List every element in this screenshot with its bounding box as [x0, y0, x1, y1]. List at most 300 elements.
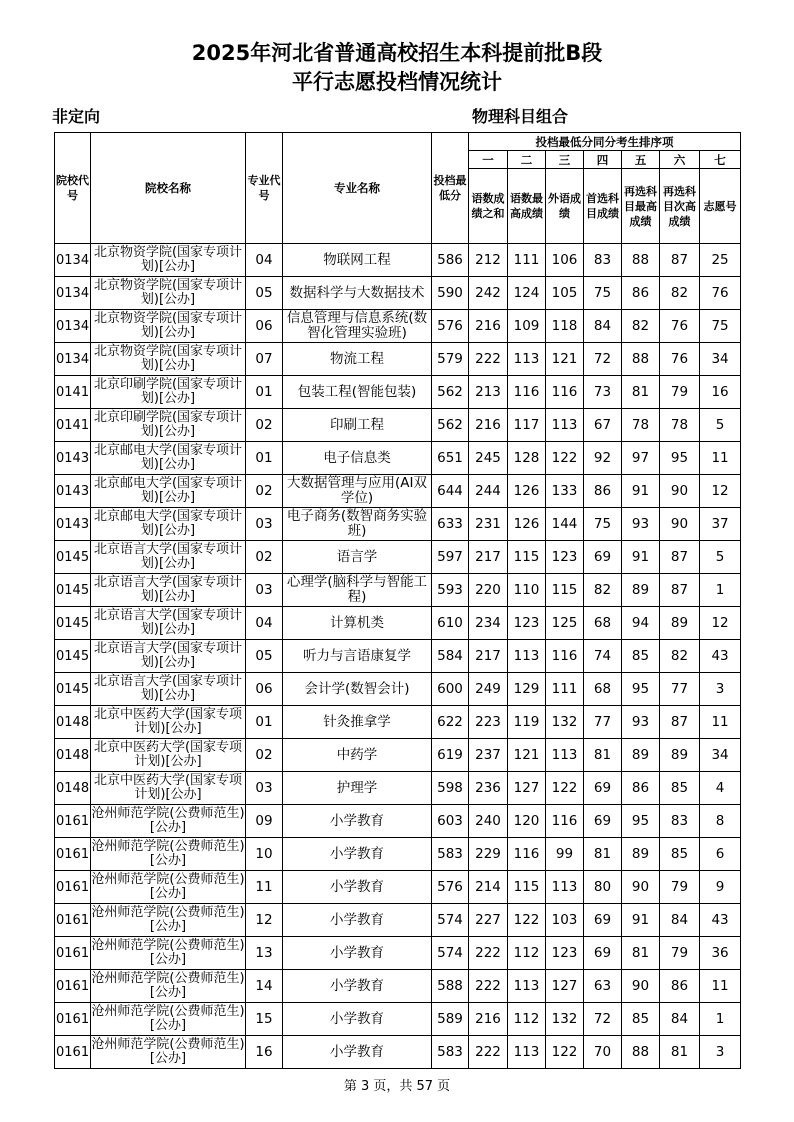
cell-preference-no: 37 [700, 508, 741, 541]
cell-first-subject: 67 [584, 409, 622, 442]
cell-min-score: 619 [432, 739, 469, 772]
cell-major-code: 06 [246, 310, 283, 343]
cell-max-chinese-math: 117 [508, 409, 546, 442]
cell-elective-max: 90 [622, 871, 660, 904]
table-row [55, 937, 741, 970]
admission-table [54, 132, 741, 1069]
cell-max-chinese-math: 122 [508, 904, 546, 937]
table-row [55, 508, 741, 541]
cell-sum-chinese-math: 242 [469, 277, 508, 310]
cell-sum-chinese-math: 234 [469, 607, 508, 640]
cell-major-code: 02 [246, 475, 283, 508]
cell-first-subject: 86 [584, 475, 622, 508]
cell-min-score: 589 [432, 1003, 469, 1036]
cell-major-code: 01 [246, 376, 283, 409]
cell-elective-max: 85 [622, 640, 660, 673]
cell-college-name: 北京印刷学院(国家专项计划)[公办] [91, 409, 246, 442]
cell-first-subject: 77 [584, 706, 622, 739]
cell-major-code: 15 [246, 1003, 283, 1036]
cell-elective-max: 88 [622, 343, 660, 376]
cell-min-score: 586 [432, 244, 469, 277]
cell-foreign-language: 122 [546, 1036, 584, 1069]
cell-max-chinese-math: 113 [508, 1036, 546, 1069]
table-row [55, 1003, 741, 1036]
cell-major-name: 听力与言语康复学 [283, 640, 432, 673]
cell-elective-second: 95 [660, 442, 700, 475]
cell-elective-max: 95 [622, 673, 660, 706]
cell-college-name: 北京邮电大学(国家专项计划)[公办] [91, 442, 246, 475]
cell-max-chinese-math: 126 [508, 508, 546, 541]
cell-first-subject: 75 [584, 277, 622, 310]
cell-min-score: 597 [432, 541, 469, 574]
cell-sum-chinese-math: 222 [469, 343, 508, 376]
cell-min-score: 603 [432, 805, 469, 838]
cell-min-score: 598 [432, 772, 469, 805]
cell-elective-max: 82 [622, 310, 660, 343]
header-tiebreak-num: 七 [700, 151, 741, 169]
cell-elective-max: 85 [622, 1003, 660, 1036]
cell-first-subject: 80 [584, 871, 622, 904]
cell-college-code: 0134 [55, 343, 91, 376]
cell-first-subject: 70 [584, 1036, 622, 1069]
header-tiebreak-num: 六 [660, 151, 700, 169]
cell-max-chinese-math: 119 [508, 706, 546, 739]
cell-foreign-language: 144 [546, 508, 584, 541]
cell-sum-chinese-math: 220 [469, 574, 508, 607]
cell-college-name: 北京物资学院(国家专项计划)[公办] [91, 277, 246, 310]
cell-sum-chinese-math: 214 [469, 871, 508, 904]
cell-elective-second: 84 [660, 904, 700, 937]
table-row [55, 541, 741, 574]
cell-major-name: 印刷工程 [283, 409, 432, 442]
cell-college-code: 0161 [55, 904, 91, 937]
cell-major-name: 数据科学与大数据技术 [283, 277, 432, 310]
table-row [55, 244, 741, 277]
table-row [55, 277, 741, 310]
cell-foreign-language: 132 [546, 706, 584, 739]
cell-foreign-language: 116 [546, 805, 584, 838]
cell-college-code: 0141 [55, 409, 91, 442]
cell-max-chinese-math: 120 [508, 805, 546, 838]
cell-first-subject: 63 [584, 970, 622, 1003]
cell-major-name: 小学教育 [283, 937, 432, 970]
cell-max-chinese-math: 112 [508, 1003, 546, 1036]
cell-max-chinese-math: 111 [508, 244, 546, 277]
cell-college-name: 沧州师范学院(公费师范生)[公办] [91, 1003, 246, 1036]
cell-major-name: 小学教育 [283, 805, 432, 838]
cell-min-score: 622 [432, 706, 469, 739]
cell-college-name: 北京邮电大学(国家专项计划)[公办] [91, 475, 246, 508]
header-tiebreak-col: 外语成绩 [546, 169, 584, 244]
cell-first-subject: 69 [584, 937, 622, 970]
cell-college-code: 0148 [55, 739, 91, 772]
cell-college-name: 沧州师范学院(公费师范生)[公办] [91, 805, 246, 838]
cell-foreign-language: 133 [546, 475, 584, 508]
cell-sum-chinese-math: 240 [469, 805, 508, 838]
table-row [55, 838, 741, 871]
cell-sum-chinese-math: 245 [469, 442, 508, 475]
cell-college-name: 沧州师范学院(公费师范生)[公办] [91, 838, 246, 871]
header-college-name: 院校名称 [91, 133, 246, 244]
cell-major-name: 计算机类 [283, 607, 432, 640]
cell-min-score: 590 [432, 277, 469, 310]
cell-preference-no: 1 [700, 1003, 741, 1036]
cell-elective-max: 86 [622, 277, 660, 310]
cell-elective-second: 89 [660, 739, 700, 772]
table-row [55, 673, 741, 706]
cell-first-subject: 69 [584, 541, 622, 574]
cell-elective-max: 95 [622, 805, 660, 838]
cell-major-code: 02 [246, 739, 283, 772]
cell-major-name: 小学教育 [283, 904, 432, 937]
cell-major-name: 小学教育 [283, 871, 432, 904]
cell-major-name: 中药学 [283, 739, 432, 772]
cell-major-code: 04 [246, 244, 283, 277]
cell-sum-chinese-math: 216 [469, 409, 508, 442]
table-row [55, 442, 741, 475]
cell-max-chinese-math: 128 [508, 442, 546, 475]
cell-elective-second: 76 [660, 343, 700, 376]
table-row [55, 640, 741, 673]
cell-major-code: 14 [246, 970, 283, 1003]
cell-min-score: 593 [432, 574, 469, 607]
cell-elective-max: 81 [622, 937, 660, 970]
cell-college-code: 0161 [55, 871, 91, 904]
cell-sum-chinese-math: 237 [469, 739, 508, 772]
cell-foreign-language: 116 [546, 640, 584, 673]
cell-foreign-language: 127 [546, 970, 584, 1003]
cell-preference-no: 12 [700, 475, 741, 508]
cell-foreign-language: 116 [546, 376, 584, 409]
cell-elective-max: 81 [622, 376, 660, 409]
cell-sum-chinese-math: 217 [469, 541, 508, 574]
cell-college-name: 北京印刷学院(国家专项计划)[公办] [91, 376, 246, 409]
cell-major-name: 小学教育 [283, 1003, 432, 1036]
cell-elective-second: 87 [660, 244, 700, 277]
header-tiebreak-col: 语数最高成绩 [508, 169, 546, 244]
cell-first-subject: 81 [584, 739, 622, 772]
header-tiebreak-num: 一 [469, 151, 508, 169]
cell-preference-no: 43 [700, 904, 741, 937]
cell-max-chinese-math: 113 [508, 343, 546, 376]
cell-max-chinese-math: 116 [508, 376, 546, 409]
cell-major-name: 针灸推拿学 [283, 706, 432, 739]
page-title-line1: 2025年河北省普通高校招生本科提前批B段 [191, 41, 603, 65]
cell-foreign-language: 113 [546, 409, 584, 442]
cell-preference-no: 5 [700, 541, 741, 574]
table-row [55, 574, 741, 607]
cell-elective-second: 83 [660, 805, 700, 838]
cell-foreign-language: 123 [546, 541, 584, 574]
cell-elective-second: 87 [660, 706, 700, 739]
cell-sum-chinese-math: 231 [469, 508, 508, 541]
cell-college-name: 沧州师范学院(公费师范生)[公办] [91, 871, 246, 904]
cell-elective-second: 86 [660, 970, 700, 1003]
header-tiebreak-col: 再选科目次高成绩 [660, 169, 700, 244]
cell-elective-second: 79 [660, 871, 700, 904]
cell-foreign-language: 113 [546, 871, 584, 904]
cell-college-name: 北京语言大学(国家专项计划)[公办] [91, 640, 246, 673]
cell-major-name: 大数据管理与应用(AI双学位) [283, 475, 432, 508]
cell-max-chinese-math: 126 [508, 475, 546, 508]
cell-preference-no: 11 [700, 706, 741, 739]
cell-major-code: 16 [246, 1036, 283, 1069]
table-row [55, 805, 741, 838]
cell-sum-chinese-math: 244 [469, 475, 508, 508]
cell-major-code: 03 [246, 772, 283, 805]
cell-sum-chinese-math: 229 [469, 838, 508, 871]
table-row [55, 739, 741, 772]
cell-first-subject: 75 [584, 508, 622, 541]
cell-elective-second: 87 [660, 541, 700, 574]
cell-foreign-language: 132 [546, 1003, 584, 1036]
table-row [55, 376, 741, 409]
cell-max-chinese-math: 112 [508, 937, 546, 970]
cell-college-name: 北京物资学院(国家专项计划)[公办] [91, 244, 246, 277]
cell-elective-second: 85 [660, 772, 700, 805]
cell-min-score: 588 [432, 970, 469, 1003]
cell-elective-max: 91 [622, 541, 660, 574]
cell-college-code: 0145 [55, 640, 91, 673]
table-row [55, 475, 741, 508]
cell-college-code: 0141 [55, 376, 91, 409]
table-row [55, 409, 741, 442]
cell-preference-no: 3 [700, 673, 741, 706]
cell-college-code: 0161 [55, 937, 91, 970]
cell-college-code: 0148 [55, 706, 91, 739]
header-major-code: 专业代号 [246, 133, 283, 244]
page-footer: 第 3 页，共 57 页 [343, 1079, 451, 1094]
table-row [55, 1036, 741, 1069]
cell-preference-no: 12 [700, 607, 741, 640]
cell-elective-second: 79 [660, 376, 700, 409]
cell-elective-max: 90 [622, 970, 660, 1003]
cell-college-name: 沧州师范学院(公费师范生)[公办] [91, 937, 246, 970]
cell-max-chinese-math: 116 [508, 838, 546, 871]
cell-sum-chinese-math: 222 [469, 970, 508, 1003]
cell-min-score: 576 [432, 310, 469, 343]
cell-college-code: 0161 [55, 805, 91, 838]
cell-college-name: 北京中医药大学(国家专项计划)[公办] [91, 706, 246, 739]
cell-max-chinese-math: 109 [508, 310, 546, 343]
cell-elective-second: 82 [660, 277, 700, 310]
cell-max-chinese-math: 129 [508, 673, 546, 706]
cell-foreign-language: 113 [546, 739, 584, 772]
header-tiebreak-num: 五 [622, 151, 660, 169]
cell-preference-no: 25 [700, 244, 741, 277]
cell-major-code: 01 [246, 706, 283, 739]
cell-min-score: 583 [432, 838, 469, 871]
cell-preference-no: 6 [700, 838, 741, 871]
cell-min-score: 584 [432, 640, 469, 673]
cell-min-score: 574 [432, 904, 469, 937]
cell-max-chinese-math: 113 [508, 640, 546, 673]
cell-elective-max: 88 [622, 244, 660, 277]
cell-preference-no: 9 [700, 871, 741, 904]
cell-major-name: 小学教育 [283, 838, 432, 871]
cell-first-subject: 92 [584, 442, 622, 475]
header-tiebreak-col: 再选科目最高成绩 [622, 169, 660, 244]
cell-preference-no: 36 [700, 937, 741, 970]
cell-max-chinese-math: 121 [508, 739, 546, 772]
cell-min-score: 633 [432, 508, 469, 541]
table-row [55, 772, 741, 805]
cell-foreign-language: 115 [546, 574, 584, 607]
cell-preference-no: 5 [700, 409, 741, 442]
subtitle-category: 非定向 [52, 107, 101, 126]
cell-major-code: 12 [246, 904, 283, 937]
cell-first-subject: 69 [584, 772, 622, 805]
cell-elective-max: 89 [622, 838, 660, 871]
cell-college-code: 0143 [55, 442, 91, 475]
cell-major-code: 13 [246, 937, 283, 970]
header-tiebreak-col: 首选科目成绩 [584, 169, 622, 244]
cell-college-code: 0145 [55, 541, 91, 574]
cell-preference-no: 34 [700, 343, 741, 376]
cell-college-code: 0161 [55, 970, 91, 1003]
cell-sum-chinese-math: 213 [469, 376, 508, 409]
cell-first-subject: 69 [584, 904, 622, 937]
cell-major-code: 11 [246, 871, 283, 904]
cell-college-name: 北京物资学院(国家专项计划)[公办] [91, 310, 246, 343]
cell-sum-chinese-math: 217 [469, 640, 508, 673]
cell-major-name: 护理学 [283, 772, 432, 805]
cell-preference-no: 1 [700, 574, 741, 607]
cell-elective-second: 90 [660, 508, 700, 541]
cell-preference-no: 75 [700, 310, 741, 343]
cell-college-code: 0145 [55, 673, 91, 706]
cell-college-name: 北京中医药大学(国家专项计划)[公办] [91, 739, 246, 772]
cell-major-name: 语言学 [283, 541, 432, 574]
cell-major-name: 电子商务(数智商务实验班) [283, 508, 432, 541]
cell-college-code: 0134 [55, 277, 91, 310]
cell-college-code: 0148 [55, 772, 91, 805]
cell-foreign-language: 99 [546, 838, 584, 871]
cell-major-code: 03 [246, 574, 283, 607]
cell-foreign-language: 121 [546, 343, 584, 376]
cell-min-score: 574 [432, 937, 469, 970]
cell-college-code: 0143 [55, 508, 91, 541]
cell-foreign-language: 105 [546, 277, 584, 310]
cell-min-score: 644 [432, 475, 469, 508]
cell-elective-max: 89 [622, 574, 660, 607]
cell-major-name: 信息管理与信息系统(数智化管理实验班) [283, 310, 432, 343]
cell-major-code: 04 [246, 607, 283, 640]
cell-elective-second: 87 [660, 574, 700, 607]
cell-min-score: 610 [432, 607, 469, 640]
cell-first-subject: 74 [584, 640, 622, 673]
cell-college-code: 0145 [55, 574, 91, 607]
cell-max-chinese-math: 113 [508, 970, 546, 1003]
cell-major-code: 07 [246, 343, 283, 376]
cell-max-chinese-math: 127 [508, 772, 546, 805]
cell-max-chinese-math: 115 [508, 541, 546, 574]
cell-major-name: 物联网工程 [283, 244, 432, 277]
cell-college-name: 沧州师范学院(公费师范生)[公办] [91, 904, 246, 937]
cell-max-chinese-math: 115 [508, 871, 546, 904]
cell-preference-no: 11 [700, 442, 741, 475]
cell-max-chinese-math: 123 [508, 607, 546, 640]
cell-elective-max: 91 [622, 904, 660, 937]
cell-elective-second: 81 [660, 1036, 700, 1069]
cell-college-name: 北京物资学院(国家专项计划)[公办] [91, 343, 246, 376]
header-min-score: 投档最低分 [432, 133, 469, 244]
cell-elective-second: 77 [660, 673, 700, 706]
cell-major-code: 09 [246, 805, 283, 838]
cell-max-chinese-math: 110 [508, 574, 546, 607]
cell-college-code: 0161 [55, 1003, 91, 1036]
cell-major-name: 物流工程 [283, 343, 432, 376]
cell-min-score: 576 [432, 871, 469, 904]
cell-sum-chinese-math: 212 [469, 244, 508, 277]
cell-major-code: 05 [246, 640, 283, 673]
cell-min-score: 562 [432, 376, 469, 409]
header-tiebreak-col: 语数成绩之和 [469, 169, 508, 244]
cell-max-chinese-math: 124 [508, 277, 546, 310]
cell-sum-chinese-math: 236 [469, 772, 508, 805]
cell-major-code: 06 [246, 673, 283, 706]
cell-major-name: 小学教育 [283, 970, 432, 1003]
cell-min-score: 579 [432, 343, 469, 376]
cell-sum-chinese-math: 227 [469, 904, 508, 937]
cell-college-name: 沧州师范学院(公费师范生)[公办] [91, 1036, 246, 1069]
cell-college-code: 0161 [55, 1036, 91, 1069]
cell-foreign-language: 103 [546, 904, 584, 937]
cell-major-name: 包装工程(智能包装) [283, 376, 432, 409]
cell-major-code: 02 [246, 409, 283, 442]
cell-elective-max: 88 [622, 1036, 660, 1069]
cell-elective-second: 90 [660, 475, 700, 508]
cell-first-subject: 72 [584, 343, 622, 376]
table-row [55, 310, 741, 343]
cell-college-code: 0134 [55, 310, 91, 343]
cell-min-score: 562 [432, 409, 469, 442]
cell-preference-no: 43 [700, 640, 741, 673]
cell-college-name: 北京语言大学(国家专项计划)[公办] [91, 574, 246, 607]
cell-foreign-language: 122 [546, 772, 584, 805]
cell-elective-max: 94 [622, 607, 660, 640]
cell-major-code: 01 [246, 442, 283, 475]
table-row [55, 607, 741, 640]
table-row [55, 970, 741, 1003]
header-tiebreak-col: 志愿号 [700, 169, 741, 244]
cell-min-score: 651 [432, 442, 469, 475]
header-tiebreak-num: 四 [584, 151, 622, 169]
cell-preference-no: 3 [700, 1036, 741, 1069]
cell-elective-max: 93 [622, 706, 660, 739]
cell-major-code: 02 [246, 541, 283, 574]
cell-foreign-language: 111 [546, 673, 584, 706]
cell-first-subject: 73 [584, 376, 622, 409]
cell-foreign-language: 125 [546, 607, 584, 640]
cell-preference-no: 11 [700, 970, 741, 1003]
table-row [55, 904, 741, 937]
cell-college-name: 北京语言大学(国家专项计划)[公办] [91, 607, 246, 640]
cell-sum-chinese-math: 222 [469, 1036, 508, 1069]
cell-college-code: 0145 [55, 607, 91, 640]
cell-first-subject: 82 [584, 574, 622, 607]
cell-elective-second: 78 [660, 409, 700, 442]
cell-first-subject: 83 [584, 244, 622, 277]
cell-elective-max: 91 [622, 475, 660, 508]
cell-college-name: 北京语言大学(国家专项计划)[公办] [91, 673, 246, 706]
cell-first-subject: 69 [584, 805, 622, 838]
cell-first-subject: 84 [584, 310, 622, 343]
header-major-name: 专业名称 [283, 133, 432, 244]
cell-college-code: 0143 [55, 475, 91, 508]
cell-preference-no: 34 [700, 739, 741, 772]
cell-preference-no: 4 [700, 772, 741, 805]
